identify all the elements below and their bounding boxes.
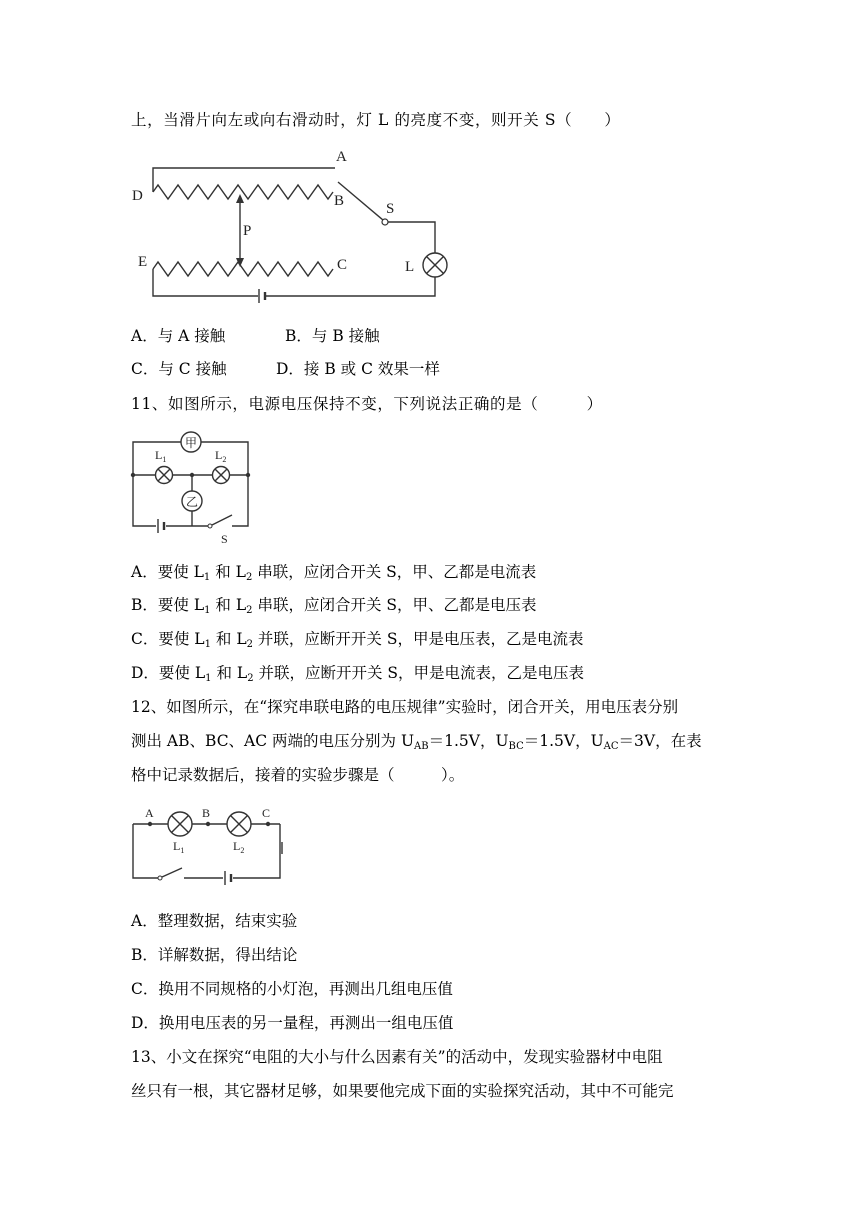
- label-p: P: [243, 223, 252, 239]
- q12-stem-line1: 12、如图所示，在“探究串联电路的电压规律”实验时，闭合开关，用电压表分别: [131, 698, 679, 716]
- label-l1: $L_1$: [155, 448, 167, 464]
- q10-option-a: A．与 A 接触: [131, 327, 226, 345]
- q13-stem-line1: 13、小文在探究“电阻的大小与什么因素有关”的活动中，发现实验器材中电阻: [131, 1048, 663, 1066]
- switch-s: [212, 515, 232, 525]
- label-d: D: [132, 188, 143, 204]
- label-yi: 乙: [185, 495, 199, 509]
- label-a: A: [336, 149, 347, 165]
- q13-stem-line2: 丝只有一根，其它器材足够，如果要他完成下面的实验探究活动，其中不可能完: [131, 1082, 674, 1100]
- q12-stem-line2: 测出 AB、BC、AC 两端的电压分别为 $U_{AB}=1.5V$，$U_{BC}=1.5V$，$U_{AC}=3V$，在表: [131, 732, 702, 752]
- meter-yi-icon: [182, 491, 202, 511]
- slider-arrow-up-icon: [236, 194, 244, 203]
- label-jia: 甲: [184, 436, 198, 450]
- q12-option-c: C．换用不同规格的小灯泡，再测出几组电压值: [131, 980, 453, 998]
- switch-s: [338, 182, 383, 220]
- label-l2: $L_2$: [233, 839, 245, 855]
- q10-stem-tail: 上，当滑片向左或向右滑动时，灯 L 的亮度不变，则开关 S（ ）: [131, 111, 621, 129]
- q11-circuit-diagram: [128, 428, 258, 550]
- lamp-l1-icon: [156, 467, 173, 484]
- switch: [162, 868, 182, 877]
- lamp-l2-icon: [213, 467, 230, 484]
- label-b: B: [202, 806, 211, 820]
- q10-circuit-diagram: [128, 145, 458, 305]
- label-a: A: [145, 806, 154, 820]
- label-l: L: [405, 259, 415, 275]
- rheostat-upper-coil: [153, 185, 333, 199]
- q12-option-a: A．整理数据，结束实验: [131, 912, 298, 930]
- q11-option-d: D．要使 $L_1$ 和 $L_2$ 并联，应断开开关 S，甲是电流表，乙是电压表: [131, 664, 585, 684]
- label-s: S: [221, 532, 228, 546]
- lamp-l1-icon: [168, 812, 192, 836]
- rheostat-lower-coil: [153, 262, 333, 276]
- label-c: C: [262, 806, 271, 820]
- q12-stem-line3: 格中记录数据后，接着的实验步骤是（ ）。: [131, 766, 465, 784]
- q12-option-b: B．详解数据，得出结论: [131, 946, 298, 964]
- label-e: E: [138, 254, 148, 270]
- lamp-l2-icon: [227, 812, 251, 836]
- q10-option-b: B．与 B 接触: [285, 327, 380, 345]
- q10-option-d: D．接 B 或 C 效果一样: [276, 360, 440, 378]
- q11-stem: 11、如图所示，电源电压保持不变，下列说法正确的是（ ）: [131, 395, 603, 413]
- label-b: B: [334, 193, 345, 209]
- q11-option-b: B．要使 $L_1$ 和 $L_2$ 串联，应闭合开关 S，甲、乙都是电压表: [131, 596, 537, 616]
- meter-jia-icon: [181, 432, 201, 452]
- lamp-l-icon: [423, 253, 447, 277]
- label-s: S: [386, 201, 395, 217]
- q10-option-c: C．与 C 接触: [131, 360, 227, 378]
- label-c: C: [337, 257, 348, 273]
- q12-circuit-diagram: [128, 802, 288, 892]
- label-l1: $L_1$: [173, 839, 185, 855]
- label-l2: $L_2$: [215, 448, 227, 464]
- q11-option-a: A．要使 $L_1$ 和 $L_2$ 串联，应闭合开关 S，甲、乙都是电流表: [131, 563, 537, 583]
- q12-option-d: D．换用电压表的另一量程，再测出一组电压值: [131, 1014, 454, 1032]
- q11-option-c: C．要使 $L_1$ 和 $L_2$ 并联，应断开开关 S，甲是电压表，乙是电流表: [131, 630, 584, 650]
